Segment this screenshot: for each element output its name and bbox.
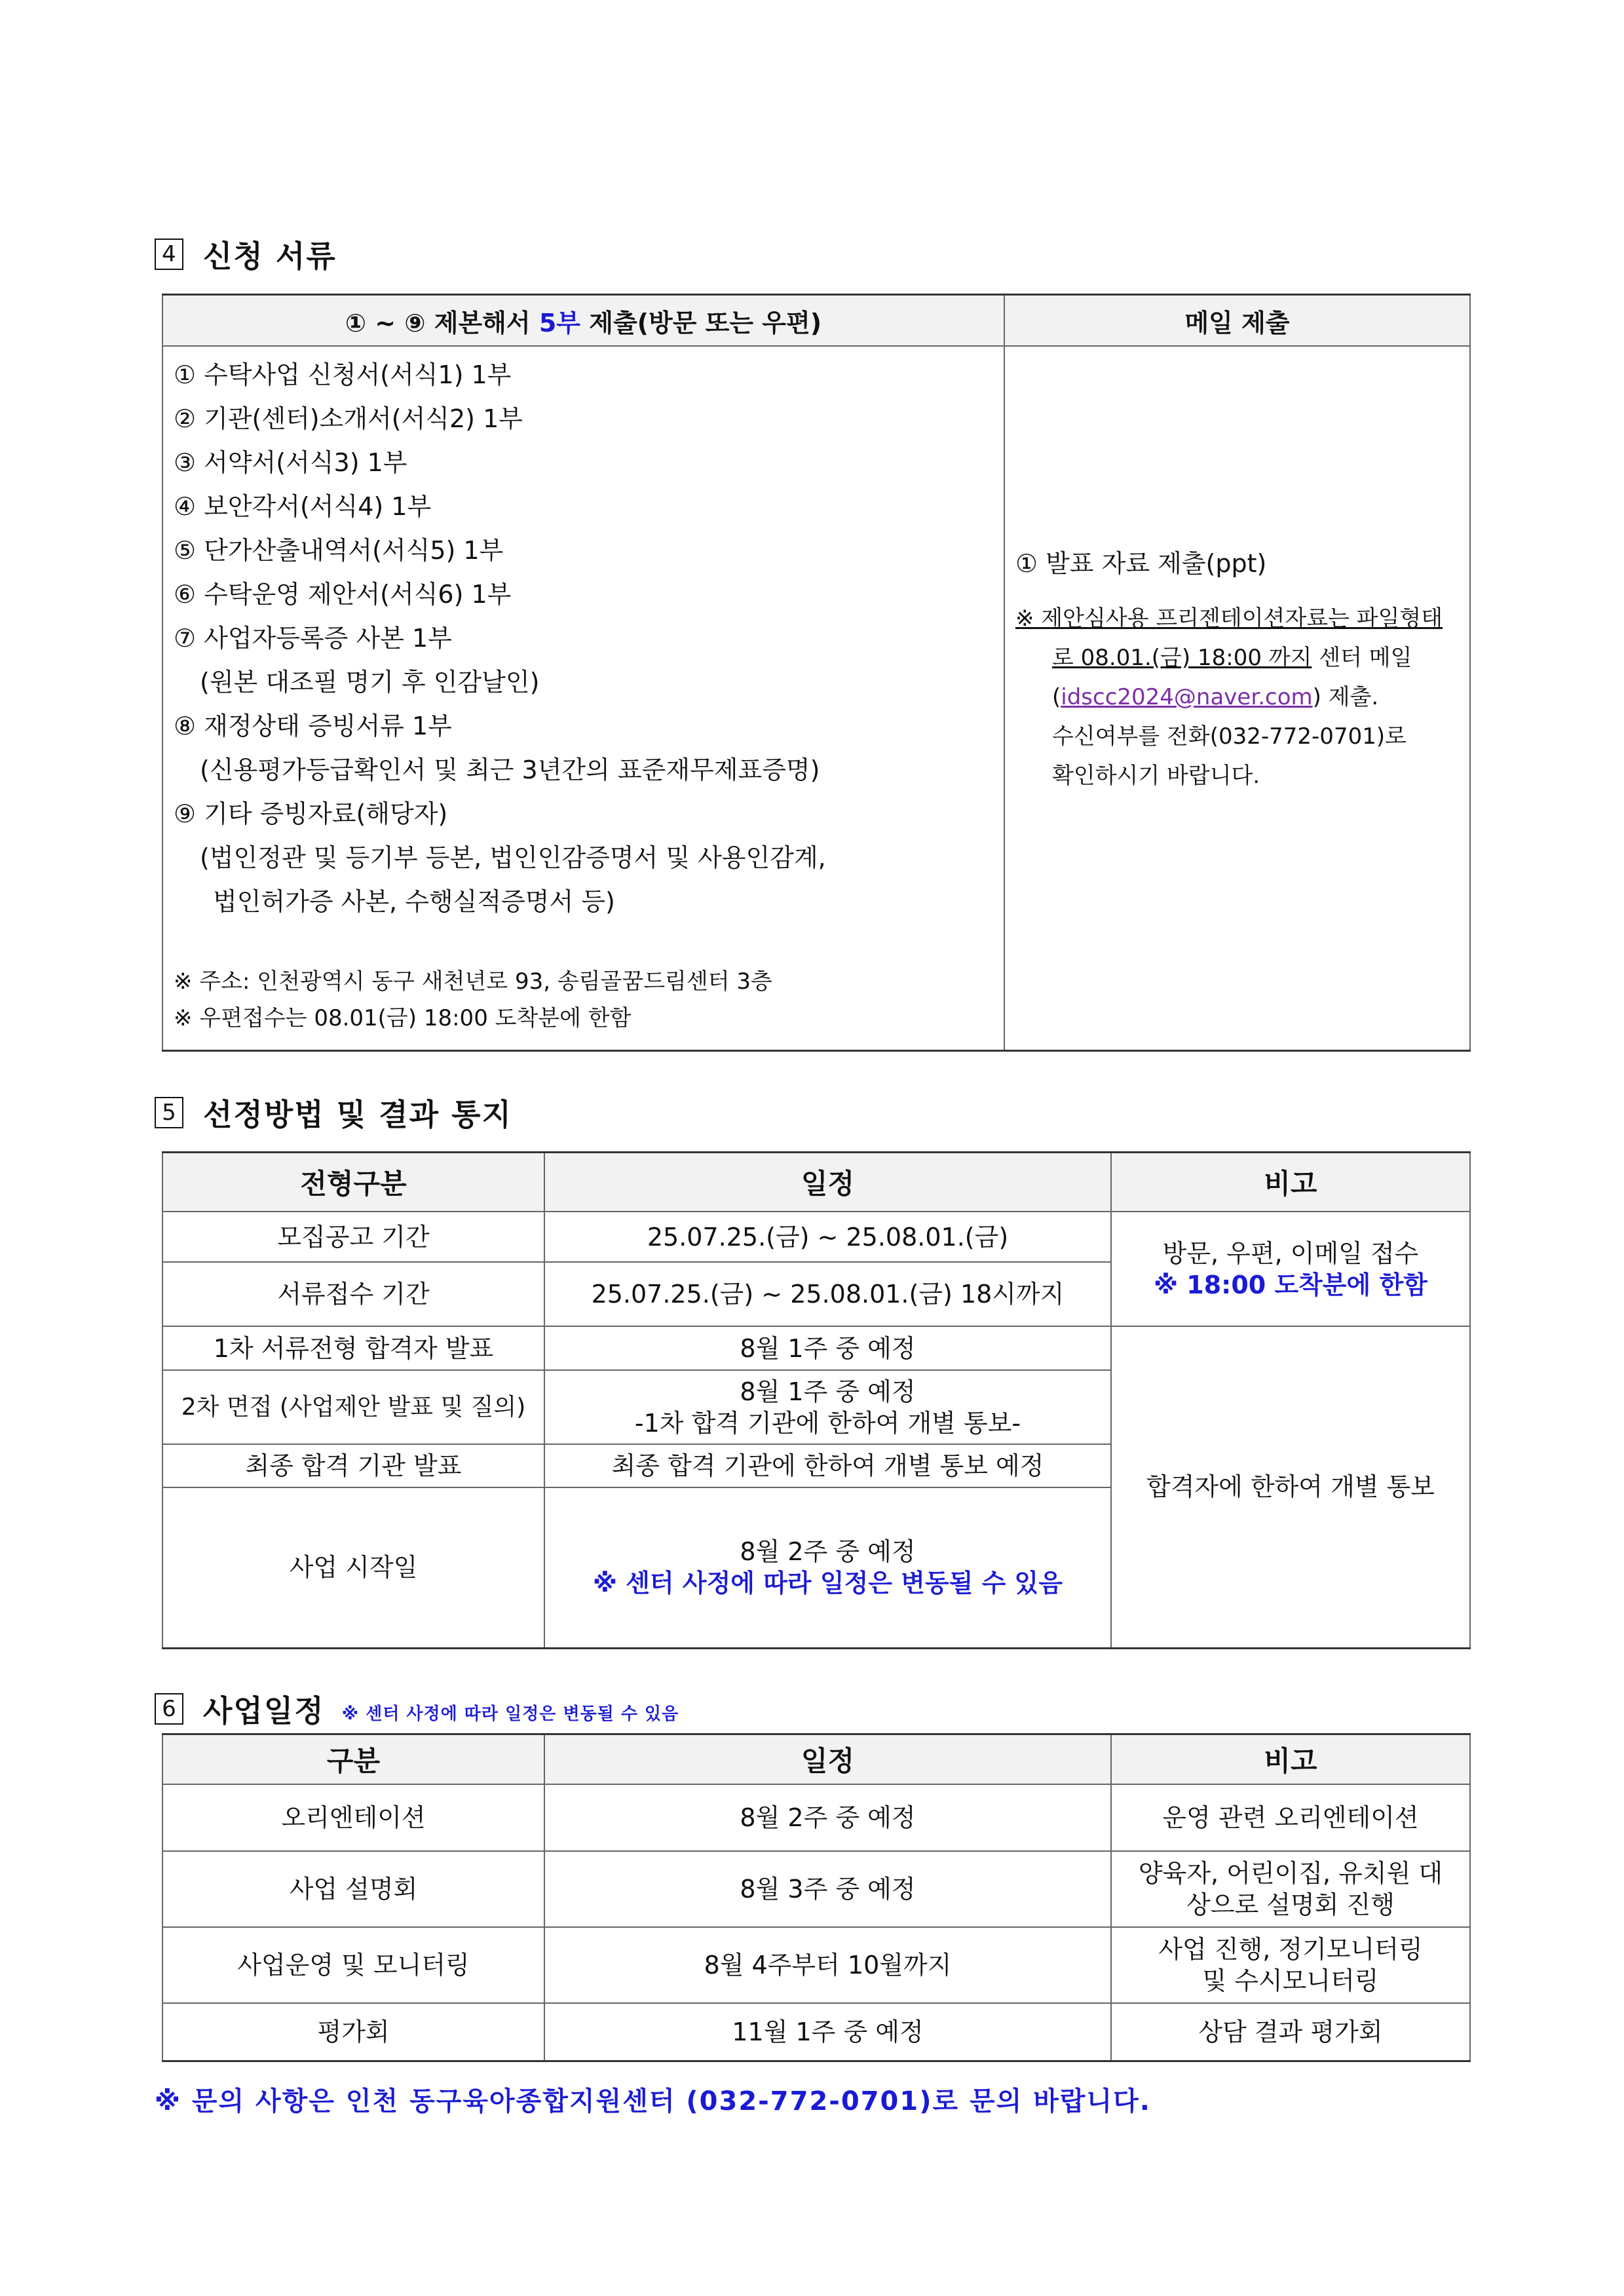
note-line: 양육자, 어린이집, 유치원 대: [1138, 1859, 1443, 1888]
stage-cell: 서류접수 기간: [162, 1262, 544, 1326]
category-cell: 오리엔테이션: [162, 1784, 544, 1851]
section-number-box: 5: [155, 1097, 183, 1128]
schedule-cell: 8월 1주 중 예정: [544, 1326, 1111, 1370]
section-number-box: 4: [155, 239, 183, 270]
email-link[interactable]: idscc2024@naver.com: [1061, 684, 1313, 710]
post-deadline-note: ※ 우편접수는 08.01(금) 18:00 도착분에 한함: [174, 1005, 632, 1031]
stage-cell: 1차 서류전형 합격자 발표: [162, 1326, 544, 1370]
business-schedule-table: [162, 1733, 1471, 2062]
documents-list-cell: [162, 346, 1004, 1050]
header-email-submit: 메일 제출: [1004, 295, 1470, 347]
schedule-subtext: -1차 합격 기관에 한하여 개별 통보-: [634, 1408, 1021, 1438]
email-note: [1015, 599, 1469, 795]
email-note-line: 확인하시기 바랍니다.: [1052, 763, 1260, 789]
section-4-heading: [155, 233, 337, 276]
email-note-text: (: [1052, 684, 1061, 710]
section-title: 사업일정: [203, 1693, 325, 1729]
deadline-text: 로 08.01.(금) 18:00 까지: [1052, 645, 1312, 671]
email-note-text: ) 제출.: [1312, 684, 1379, 710]
document-item: ② 기관(센터)소개서(서식2) 1부: [174, 404, 523, 433]
documents-table: [162, 294, 1471, 1052]
note-line: 상으로 설명회 진행: [1186, 1890, 1395, 1919]
document-item: ⑨ 기타 증빙자료(해당자): [174, 799, 448, 828]
document-item: ③ 서약서(서식3) 1부: [174, 448, 407, 477]
schedule-cell: 8월 4주부터 10월까지: [544, 1927, 1111, 2003]
documents-list: [163, 347, 1004, 1037]
schedule-cell: 25.07.25.(금) ~ 25.08.01.(금): [544, 1212, 1111, 1262]
schedule-cell: 11월 1주 중 예정: [544, 2003, 1111, 2061]
document-subnote: (법인정관 및 등기부 등본, 법인인감증명서 및 사용인감계,: [200, 843, 826, 872]
header-visit-post: [162, 295, 1004, 347]
address-note: ※ 주소: 인천광역시 동구 새천년로 93, 송림골꿈드림센터 3층: [174, 968, 772, 995]
email-note-line: [1015, 638, 1469, 678]
category-cell: 사업 설명회: [162, 1851, 544, 1927]
selection-schedule-table: [162, 1151, 1471, 1649]
schedule-cell: [544, 1487, 1111, 1648]
document-subnote: (신용평가등급확인서 및 최근 3년간의 표준재무제표증명): [200, 756, 820, 784]
note-cell: [1111, 1927, 1470, 2003]
deadline-note: ※ 18:00 도착분에 한함: [1154, 1270, 1427, 1299]
schedule-warning: ※ 센터 사정에 따라 일정은 변동될 수 있음: [593, 1569, 1063, 1598]
document-item: ⑦ 사업자등록증 사본 1부: [174, 624, 452, 653]
presentation-item: ① 발표 자료 제출(ppt): [1015, 549, 1267, 578]
schedule-cell: 8월 2주 중 예정: [544, 1784, 1111, 1851]
email-note-line: ※ 제안심사용 프리젠테이션자료는 파일형태: [1015, 605, 1443, 632]
stage-cell: 모집공고 기간: [162, 1212, 544, 1262]
document-item: ④ 보안각서(서식4) 1부: [174, 492, 432, 521]
document-item: ① 수탁사업 신청서(서식1) 1부: [174, 360, 512, 389]
note-cell: [1111, 1851, 1470, 1927]
schedule-cell: [544, 1370, 1111, 1444]
document-subnote: (원본 대조필 명기 후 인감날인): [200, 668, 540, 697]
header-text: 제출(방문 또는 우편): [580, 308, 822, 337]
note-line: 및 수시모니터링: [1202, 1966, 1379, 1995]
header-note: 비고: [1111, 1153, 1470, 1212]
schedule-text: 8월 1주 중 예정: [740, 1377, 916, 1406]
stage-cell: 2차 면접 (사업제안 발표 및 질의): [162, 1370, 544, 1444]
note-cell: 상담 결과 평가회: [1111, 2003, 1470, 2061]
header-stage: 전형구분: [162, 1153, 544, 1212]
email-note-line: [1015, 678, 1469, 717]
note-cell: 합격자에 한하여 개별 통보: [1111, 1326, 1470, 1648]
schedule-cell: 8월 3주 중 예정: [544, 1851, 1111, 1927]
section-title: 신청 서류: [203, 239, 337, 274]
note-cell: [1111, 1212, 1470, 1326]
document-item: ⑤ 단가산출내역서(서식5) 1부: [174, 536, 504, 565]
email-note-line: 수신여부를 전화(032-772-0701)로: [1052, 723, 1407, 750]
copies-highlight: 5부: [538, 308, 580, 337]
section-6-heading: [155, 1687, 679, 1731]
header-category: 구분: [162, 1734, 544, 1785]
email-note-text: 센터 메일: [1312, 645, 1412, 671]
note-cell: 운영 관련 오리엔테이션: [1111, 1784, 1470, 1851]
category-cell: 평가회: [162, 2003, 544, 2061]
header-schedule: 일정: [544, 1153, 1111, 1212]
category-cell: 사업운영 및 모니터링: [162, 1927, 544, 2003]
contact-footer: ※ 문의 사항은 인천 동구육아종합지원센터 (032-772-0701)로 문의 바랍니다.: [155, 2086, 1152, 2116]
header-note: 비고: [1111, 1734, 1470, 1785]
document-item: ⑧ 재정상태 증빙서류 1부: [174, 712, 452, 740]
email-submit-cell: [1004, 346, 1470, 1050]
schedule-cell: 최종 합격 기관에 한하여 개별 통보 예정: [544, 1444, 1111, 1487]
header-schedule: 일정: [544, 1734, 1111, 1785]
note-line: 사업 진행, 정기모니터링: [1158, 1935, 1423, 1964]
section-5-heading: [155, 1091, 512, 1134]
document-subnote: 법인허가증 사본, 수행실적증명서 등): [213, 887, 615, 916]
schedule-cell: 25.07.25.(금) ~ 25.08.01.(금) 18시까지: [544, 1262, 1111, 1326]
section-title: 선정방법 및 결과 통지: [203, 1097, 512, 1132]
stage-cell: 사업 시작일: [162, 1487, 544, 1648]
schedule-change-note: ※ 센터 사정에 따라 일정은 변동될 수 있음: [341, 1704, 679, 1724]
header-text: ① ~ ⑨ 제본해서: [345, 308, 539, 337]
schedule-text: 8월 2주 중 예정: [740, 1537, 916, 1567]
note-text: 방문, 우편, 이메일 접수: [1162, 1238, 1419, 1268]
section-number-box: 6: [155, 1693, 183, 1725]
email-submit-content: [1005, 543, 1469, 795]
document-item: ⑥ 수탁운영 제안서(서식6) 1부: [174, 580, 512, 609]
stage-cell: 최종 합격 기관 발표: [162, 1444, 544, 1487]
